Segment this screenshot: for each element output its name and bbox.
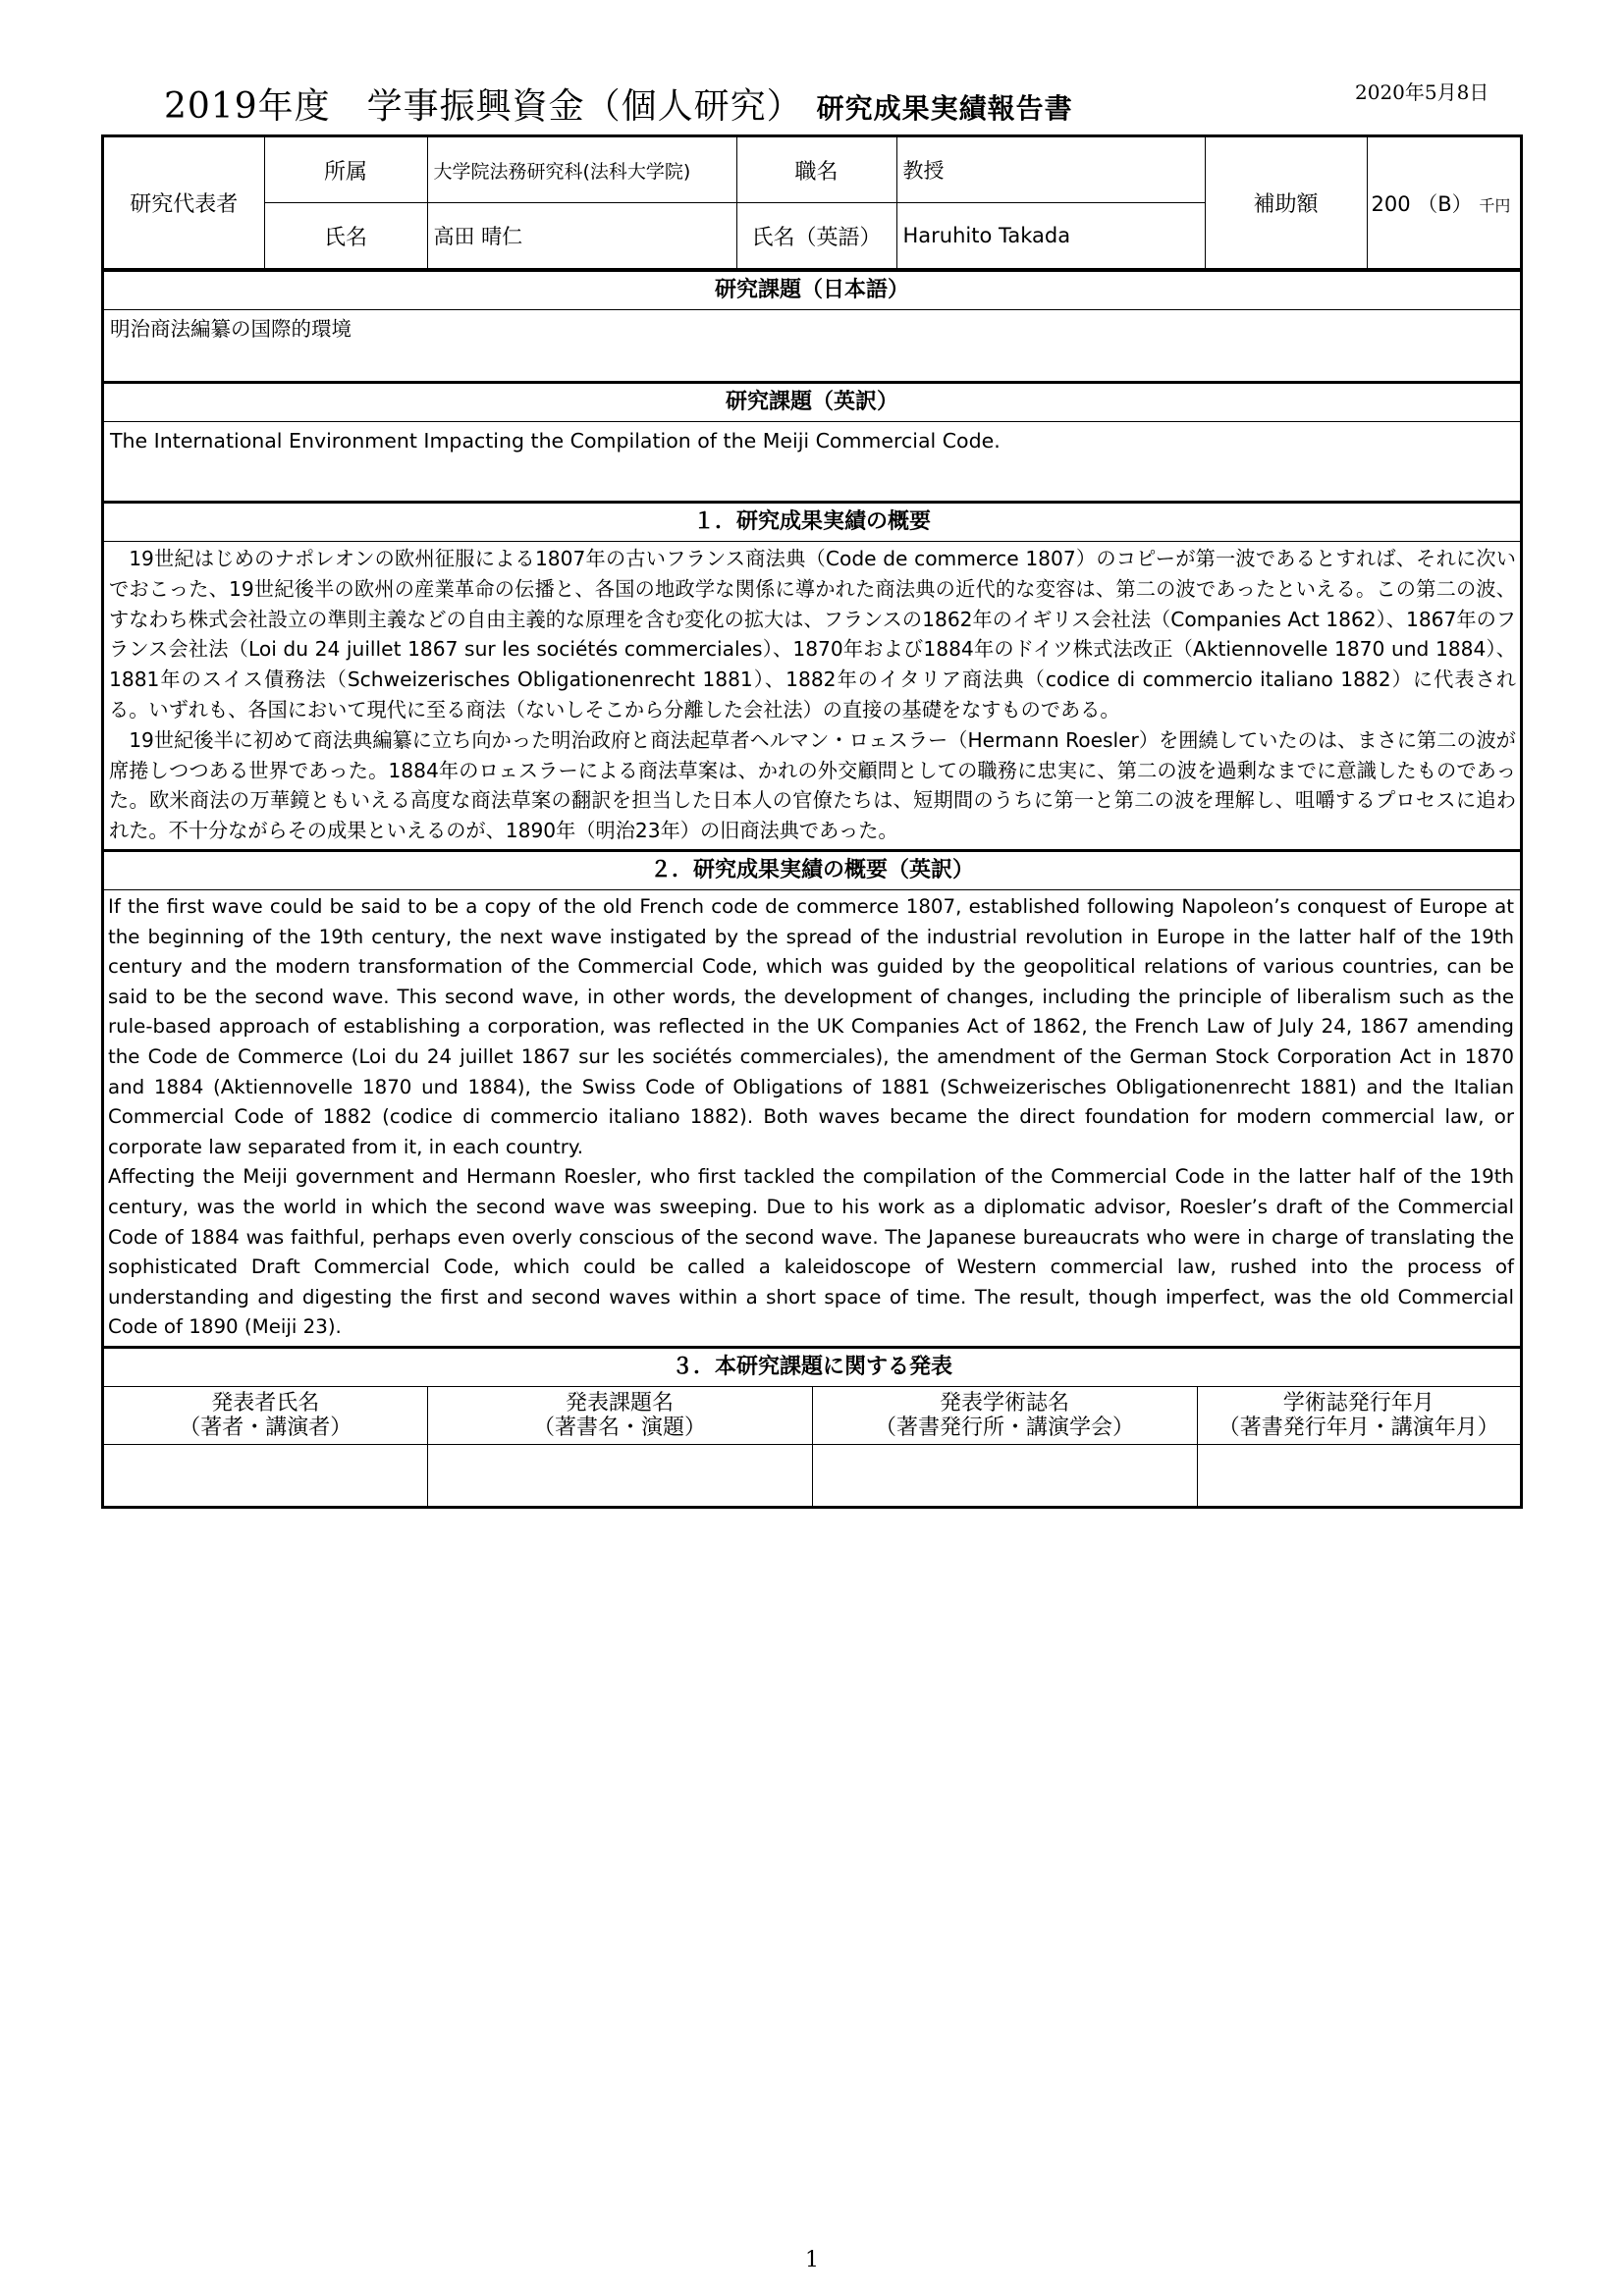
pub-date-cell [1197, 1444, 1520, 1506]
report-form [101, 134, 1523, 1509]
representative-table [104, 137, 1520, 269]
title-en-text: The International Environment Impacting the Compilation of the Meiji Commercial Code. [110, 429, 1001, 453]
grant-unit: 千円 [1479, 195, 1511, 215]
representative-label: 研究代表者 [104, 137, 264, 269]
pub-col-author: 発表者氏名 （著者・講演者） [104, 1387, 427, 1445]
position-label: 職名 [736, 137, 896, 203]
summary-en-heading: ２．研究成果実績の概要（英訳） [104, 849, 1520, 890]
affiliation-label: 所属 [264, 137, 427, 203]
pub-col-date: 学術誌発行年月 （著書発行年月・講演年月） [1197, 1387, 1520, 1445]
summary-jp-paragraph: 19世紀はじめのナポレオンの欧州征服による1807年の古いフランス商法典（Code de commerce 1807）のコピーが第一波であるとすれば、それに次いでおこった、19世紀後半の欧州の産業革命の伝播と、各国の地政学な関係に導かれた商法典の近代的な変容は、第二の波であったといえる。この第二の波、すなわち株式会社設立の準則主義などの自由主義的な原理を含む変化の拡大は、フランスの1862年のイギリス会社法（Companies Act 1862）、1867年のフランス会社法（Loi du 24 juillet 1867 sur les sociétés commerciales）、1870年および1884年のドイツ株式法改正（Aktiennovelle 1870 und 1884）、1881年のスイス債務法（Schweizerisches Obligationenrecht 1881）、1882年のイタリア商法典（codice di commercio italiano 1882）に代表される。いずれも、各国において現代に至る商法（ないしそこから分離した会社法）の直接の基礎をなすものである。 [109, 547, 1516, 721]
grant-amount-cell [1367, 137, 1520, 269]
grant-label: 補助額 [1205, 137, 1367, 269]
page-number: 1 [805, 2248, 819, 2272]
report-title [164, 79, 1073, 129]
pub-title-cell [427, 1444, 812, 1506]
program-name: 学事振興資金（個人研究） [366, 86, 803, 127]
name-label: 氏名 [264, 203, 427, 269]
publications-heading: ３．本研究課題に関する発表 [104, 1346, 1520, 1387]
summary-en-paragraph: If the first wave could be said to be a copy of the old French code de commerce 1807, established following Napoleon’s conquest of Europe at the beginning of the 19th century, the next wave instigated by the spread of the industrial revolution in Europe in the latter half of the 19th century and the modern transformation of the Commercial Code, which was guided by the geopolitical relations of various countries, can be said to be the second wave. This second wave, in other words, the development of changes, including the principle of liberalism such as the rule-based approach of establishing a corporation, was reflected in the UK Companies Act of 1862, the French Law of July 24, 1867 amending the Code de Commerce (Loi du 24 juillet 1867 sur les sociétés commerciales), the amendment of the German Stock Corporation Act in 1870 and 1884 (Aktiennovelle 1870 und 1884), the Swiss Code of Obligations of 1881 (Schweizerisches Obligationenrecht 1881) and the Italian Commercial Code of 1882 (codice di commercio italiano 1882). Both waves became the direct foundation for modern commercial law, or corporate law separated from it, in each country. [108, 894, 1514, 1158]
title-en-heading: 研究課題（英訳） [104, 381, 1520, 422]
name-en-value: Haruhito Takada [896, 203, 1205, 269]
name-en-label: 氏名（英語） [736, 203, 896, 269]
pub-journal-cell [812, 1444, 1197, 1506]
grant-amount: 200 （B） [1371, 191, 1473, 216]
pub-author-cell [104, 1444, 427, 1506]
pub-col-journal: 発表学術誌名 （著書発行所・講演学会） [812, 1387, 1197, 1445]
publication-row [104, 1444, 1520, 1506]
title-jp-heading: 研究課題（日本語） [104, 269, 1520, 310]
title-jp-text: 明治商法編纂の国際的環境 [110, 317, 352, 341]
report-date: 2020年5月8日 [1355, 80, 1489, 104]
position-value: 教授 [896, 137, 1205, 203]
pub-col-title: 発表課題名 （著書名・演題） [427, 1387, 812, 1445]
summary-en-body [104, 890, 1520, 1346]
summary-jp-paragraph: 19世紀後半に初めて商法典編纂に立ち向かった明治政府と商法起草者ヘルマン・ロェスラー（Hermann Roesler）を囲繞していたのは、まさに第二の波が席捲しつつある世界であった。1884年のロェスラーによる商法草案は、かれの外交顧問としての職務に忠実に、第二の波を過剰なまでに意識したものであった。欧米商法の万華鏡ともいえる高度な商法草案の翻訳を担当した日本人の官僚たちは、短期間のうちに第一と第二の波を理解し、咀嚼するプロセスに追われた。不十分ながらその成果といえるのが、1890年（明治23年）の旧商法典であった。 [109, 727, 1516, 843]
name-value: 高田 晴仁 [427, 203, 736, 269]
report-year: 2019年度 [164, 86, 331, 127]
summary-jp-body [104, 542, 1520, 849]
summary-jp-heading: １．研究成果実績の概要 [104, 501, 1520, 542]
affiliation-value: 大学院法務研究科(法科大学院) [427, 137, 736, 203]
report-type: 研究成果実績報告書 [816, 92, 1073, 125]
summary-en-paragraph: Affecting the Meiji government and Hermann Roesler, who first tackled the compilation of the Commercial Code in the latter half of the 19th century, was the world in which the second wave was sweeping. Due to his work as a diplomatic advisor, Roesler’s draft of the Commercial Code of 1884 was faithful, perhaps even overly conscious of the second wave. The Japanese bureaucrats who were in charge of translating the sophisticated Draft Commercial Code, which could be called a kaleidoscope of Western commercial law, rushed into the process of understanding and digesting the first and second waves within a short space of time. The result, though imperfect, was the old Commercial Code of 1890 (Meiji 23). [108, 1165, 1514, 1339]
publications-table [104, 1387, 1520, 1506]
